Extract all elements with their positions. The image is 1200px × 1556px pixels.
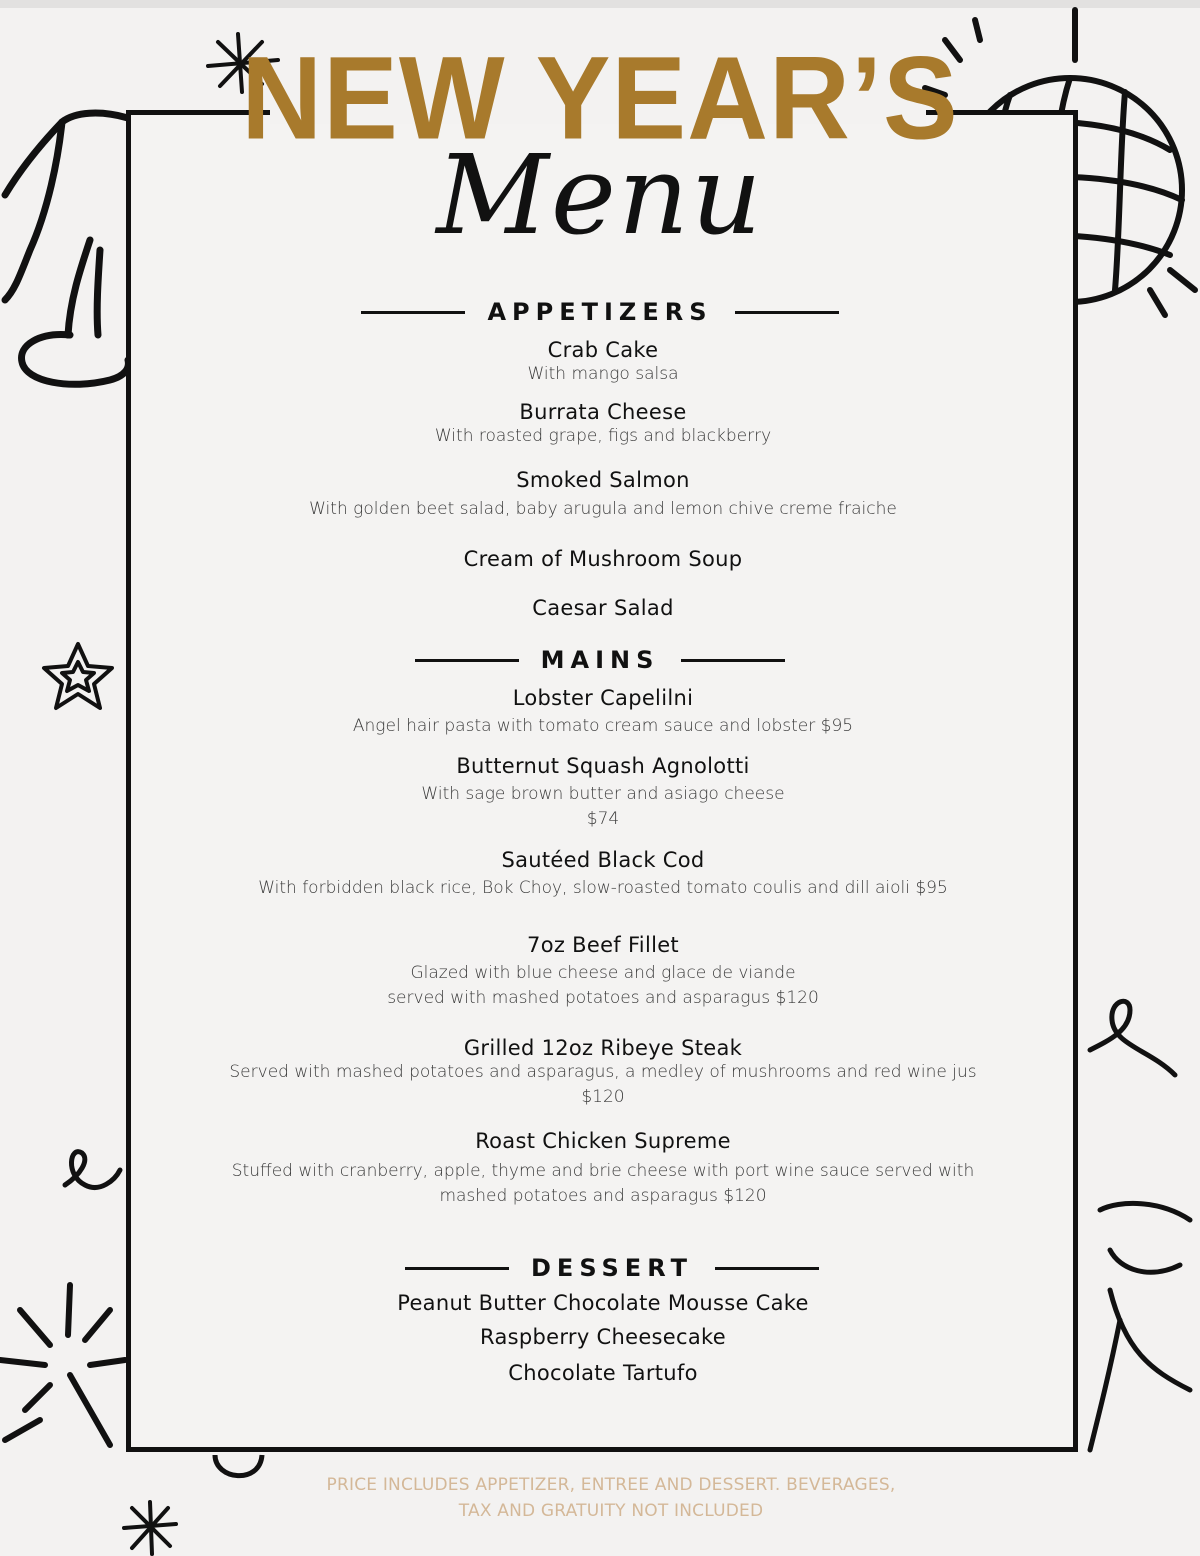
item-name: Crab Cake [547, 338, 659, 362]
item-name: Peanut Butter Chocolate Mousse Cake [397, 1291, 809, 1315]
section-label: DESSERT [531, 1254, 693, 1282]
item-name: Raspberry Cheesecake [480, 1325, 726, 1349]
champagne-glass-icon [1080, 1190, 1200, 1450]
price-note-line: TAX AND GRATUITY NOT INCLUDED [458, 1501, 764, 1521]
item-price: $74 [586, 809, 620, 829]
item-name: Smoked Salmon [516, 468, 690, 492]
menu-subtitle: Menu [436, 131, 764, 259]
item-desc: With roasted grape, figs and blackberry [434, 426, 772, 446]
item-name: Caesar Salad [532, 596, 674, 620]
mains-heading [0, 646, 1200, 674]
section-label: MAINS [540, 646, 660, 674]
menu-item [130, 686, 1076, 739]
item-name: Cream of Mushroom Soup [463, 547, 743, 571]
streamer-icon [60, 1145, 130, 1215]
item-desc: With forbidden black rice, Bok Choy, slow-roasted tomato coulis and dill aioli $95 [258, 878, 948, 898]
item-desc: Served with mashed potatoes and asparagus, a medley of mushrooms and red wine jus [229, 1062, 977, 1082]
price-note [0, 1472, 1200, 1524]
menu-item [130, 1361, 1076, 1385]
item-desc: With mango salsa [527, 364, 679, 384]
dessert-heading [12, 1254, 1200, 1282]
item-name: Butternut Squash Agnolotti [456, 754, 750, 778]
item-desc: served with mashed potatoes and asparagus $120 [387, 988, 819, 1008]
item-name: 7oz Beef Fillet [527, 933, 679, 957]
price-note-line: PRICE INCLUDES APPETIZER, ENTREE AND DESSERT. BEVERAGES, [326, 1475, 896, 1495]
menu-title: NEW YEAR’S [241, 32, 959, 164]
divider-line [415, 659, 519, 662]
menu-item [130, 1325, 1076, 1349]
item-name: Sautéed Black Cod [501, 848, 705, 872]
menu-item [130, 848, 1076, 901]
divider-line [681, 659, 785, 662]
menu-item [130, 1036, 1076, 1110]
divider-line [735, 311, 839, 314]
menu-item [130, 1291, 1076, 1315]
menu-item [130, 468, 1076, 522]
menu-item [130, 400, 1076, 449]
menu-item [130, 754, 1076, 832]
sparkler-icon [0, 1280, 135, 1450]
divider-line [405, 1267, 509, 1270]
item-name: Lobster Capelilni [512, 686, 694, 710]
item-desc: With sage brown butter and asiago cheese [421, 784, 785, 804]
menu-item [130, 596, 1076, 620]
menu-item [130, 933, 1076, 1011]
menu-item [130, 1129, 1076, 1209]
streamer-icon [1080, 990, 1200, 1090]
item-name: Roast Chicken Supreme [475, 1129, 731, 1153]
item-name: Burrata Cheese [519, 400, 687, 424]
item-name: Chocolate Tartufo [508, 1361, 698, 1385]
item-desc: With golden beet salad, baby arugula and lemon chive creme fraiche [309, 499, 897, 519]
item-name: Grilled 12oz Ribeye Steak [463, 1036, 743, 1060]
item-desc: Angel hair pasta with tomato cream sauce and lobster $95 [352, 716, 854, 736]
item-desc: Glazed with blue cheese and glace de viande [410, 963, 796, 983]
item-desc: Stuffed with cranberry, apple, thyme and brie cheese with port wine sauce served with [231, 1161, 975, 1181]
section-label: APPETIZERS [487, 298, 713, 326]
appetizers-heading [0, 298, 1200, 326]
divider-line [715, 1267, 819, 1270]
divider-line [361, 311, 465, 314]
menu-item [130, 338, 1076, 387]
item-price: $120 [581, 1087, 625, 1107]
menu-item [130, 547, 1076, 571]
item-desc: mashed potatoes and asparagus $120 [439, 1186, 767, 1206]
